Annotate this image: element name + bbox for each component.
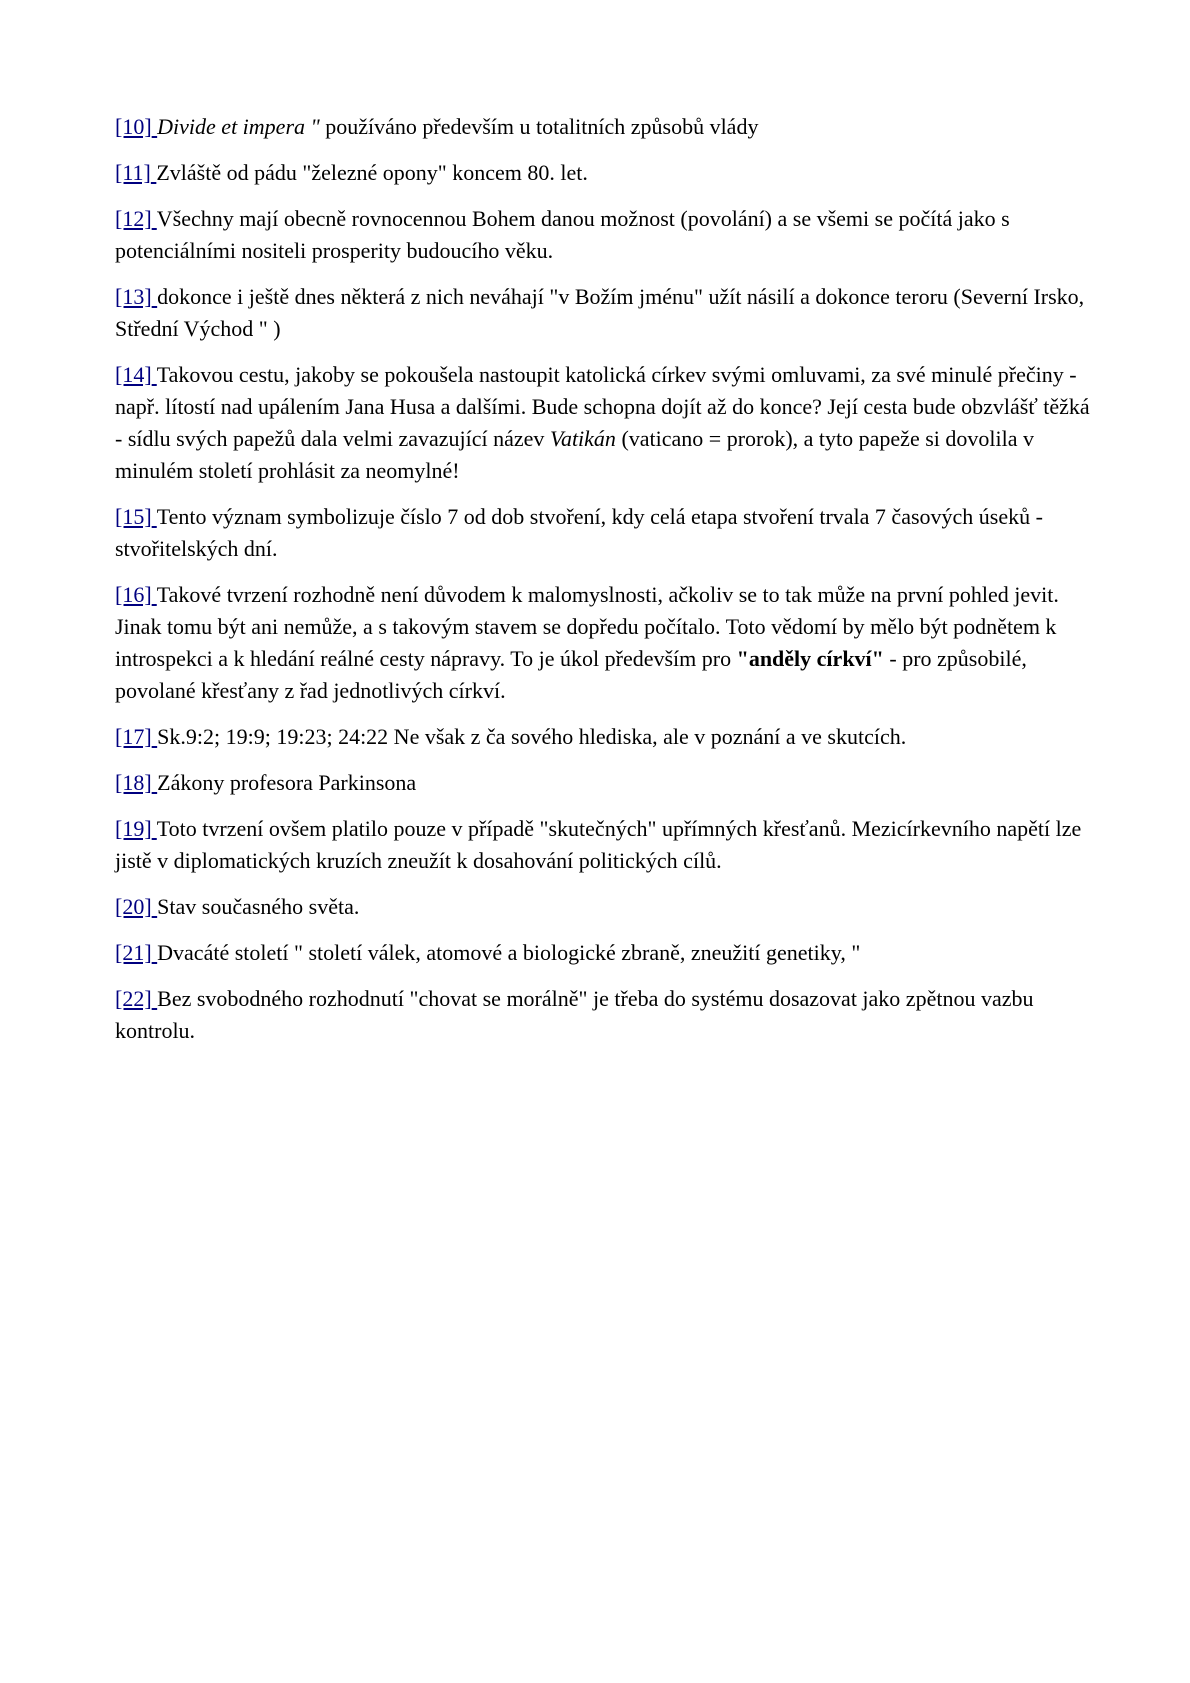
footnote-21 (115, 937, 1095, 969)
footnote-22 (115, 983, 1095, 1047)
footnote-backlink[interactable]: [10] (115, 114, 152, 139)
footnote-16 (115, 579, 1095, 707)
footnote-14 (115, 359, 1095, 487)
footnote-text: Stav současného světa. (157, 894, 360, 919)
footnote-20 (115, 891, 1095, 923)
footnote-backlink[interactable]: [19] (115, 816, 152, 841)
footnote-text: používáno především u totalitních způsobů vlády (319, 114, 759, 139)
footnote-19 (115, 813, 1095, 877)
footnote-13 (115, 281, 1095, 345)
footnote-text: Dvacáté století " století válek, atomové a biologické zbraně, zneužití genetiky, " (157, 940, 861, 965)
footnote-text: Bez svobodného rozhodnutí "chovat se morálně" je třeba do systému dosazovat jako zpětnou vazbu kontrolu. (115, 986, 1034, 1043)
footnotes-page (115, 111, 1095, 1061)
footnote-backlink[interactable]: [15] (115, 504, 152, 529)
footnote-backlink[interactable]: [18] (115, 770, 152, 795)
footnote-backlink[interactable]: [22] (115, 986, 152, 1011)
footnote-17 (115, 721, 1095, 753)
footnote-text: Vatikán (549, 426, 616, 451)
footnote-backlink[interactable]: [12] (115, 206, 152, 231)
footnote-text: Takovou cestu, jakoby se pokoušela nastoupit katolická církev svými omluvami, za své minulé přečiny - např. lítostí nad upálením Jana Husa a dalšími. Bude schopna dojít až do konce? Její cesta bude obzvlášť těžká - sídlu svých papežů dala velmi zavazující název (115, 362, 1090, 451)
footnote-text: dokonce i ještě dnes některá z nich neváhají "v Božím jménu" užít násilí a dokonce teroru (Severní Irsko, Střední Východ " ) (115, 284, 1085, 341)
footnote-backlink[interactable]: [17] (115, 724, 152, 749)
footnote-text: Sk.9:2; 19:9; 19:23; 24:22 Ne však z ča sového hlediska, ale v poznání a ve skutcích. (157, 724, 907, 749)
footnote-text: Zákony profesora Parkinsona (157, 770, 417, 795)
footnote-list (115, 111, 1095, 1047)
footnote-backlink[interactable]: [20] (115, 894, 152, 919)
footnote-backlink[interactable]: [14] (115, 362, 152, 387)
footnote-text: Takové tvrzení rozhodně není důvodem k malomyslnosti, ačkoliv se to tak může na první pohled jevit. Jinak tomu být ani nemůže, a s takovým stavem se dopředu počítalo. Toto vědomí by mělo být podnětem k introspekci a k hledání reálné cesty nápravy. To je úkol především pro (115, 582, 1059, 671)
footnote-18 (115, 767, 1095, 799)
footnote-text: Divide et impera " (157, 114, 320, 139)
footnote-11 (115, 157, 1095, 189)
footnote-backlink[interactable]: [11] (115, 160, 151, 185)
footnote-backlink[interactable]: [21] (115, 940, 152, 965)
footnote-text: "anděly církví" (736, 646, 884, 671)
footnote-backlink[interactable]: [13] (115, 284, 152, 309)
footnote-text: Tento význam symbolizuje číslo 7 od dob stvoření, kdy celá etapa stvoření trvala 7 časových úseků - stvořitelských dní. (115, 504, 1043, 561)
footnote-text: (vaticano = prorok), a tyto papeže si dovolila v minulém století prohlásit za neomylné! (115, 426, 1034, 483)
footnote-15 (115, 501, 1095, 565)
footnote-text: Toto tvrzení ovšem platilo pouze v případě "skutečných" upřímných křesťanů. Mezicírkevního napětí lze jistě v diplomatických kruzích zneužít k dosahování politických cílů. (115, 816, 1082, 873)
footnote-text: Zvláště od pádu "železné opony" koncem 80. let. (156, 160, 588, 185)
footnote-12 (115, 203, 1095, 267)
footnote-text: Všechny mají obecně rovnocennou Bohem danou možnost (povolání) a se všemi se počítá jako s potenciálními nositeli prosperity budoucího věku. (115, 206, 1010, 263)
footnote-10 (115, 111, 1095, 143)
footnote-backlink[interactable]: [16] (115, 582, 152, 607)
footnote-text: - pro způsobilé, povolané křesťany z řad jednotlivých církví. (115, 646, 1027, 703)
